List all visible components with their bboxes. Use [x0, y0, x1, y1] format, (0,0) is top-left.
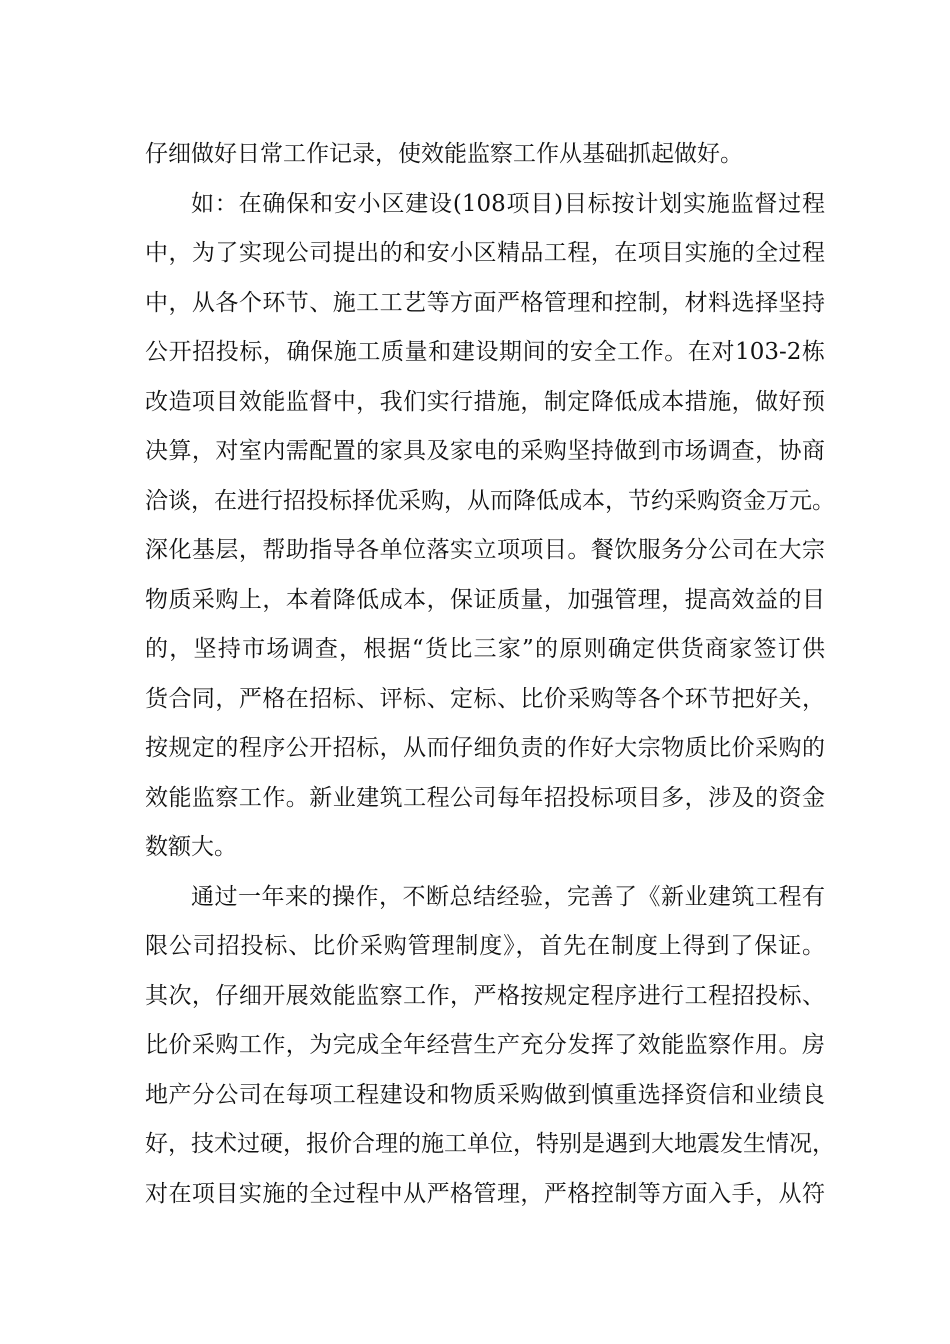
- text-line: 好，技术过硬，报价合理的施工单位，特别是遇到大地震发生情况，: [145, 1131, 835, 1157]
- text-line: 地产分公司在每项工程建设和物质采购做到慎重选择资信和业绩良: [145, 1081, 825, 1108]
- text-line: 洽谈，在进行招投标择优采购，从而降低成本，节约采购资金万元。: [145, 487, 835, 514]
- text-line: 对在项目实施的全过程中从严格管理，严格控制等方面入手，从符: [145, 1180, 825, 1207]
- text-line: 改造项目效能监督中，我们实行措施，制定降低成本措施，做好预: [145, 388, 825, 415]
- text-line: 物质采购上，本着降低成本，保证质量，加强管理，提高效益的目: [145, 586, 825, 613]
- text-line: 的，坚持市场调查，根据“货比三家”的原则确定供货商家签订供: [145, 636, 825, 662]
- text-line: 仔细做好日常工作记录，使效能监察工作从基础抓起做好。: [145, 141, 743, 167]
- text-line: 效能监察工作。新业建筑工程公司每年招投标项目多，涉及的资金: [145, 784, 825, 811]
- text-line: 通过一年来的操作，不断总结经验，完善了《新业建筑工程有: [191, 883, 825, 910]
- body-text: [145, 130, 835, 1219]
- text-line: 其次，仔细开展效能监察工作，严格按规定程序进行工程招投标、: [145, 982, 825, 1009]
- text-line: 数额大。: [145, 834, 237, 860]
- text-line: 公开招投标，确保施工质量和建设期间的安全工作。在对103-2栋: [145, 339, 825, 365]
- text-line: 深化基层，帮助指导各单位落实立项项目。餐饮服务分公司在大宗: [145, 537, 825, 563]
- text-line: 中，为了实现公司提出的和安小区精品工程，在项目实施的全过程: [145, 240, 825, 266]
- text-line: 比价采购工作，为完成全年经营生产充分发挥了效能监察作用。房: [145, 1032, 825, 1058]
- text-line: 货合同，严格在招标、评标、定标、比价采购等各个环节把好关，: [145, 685, 825, 712]
- text-line: 中，从各个环节、施工工艺等方面严格管理和控制，材料选择坚持: [145, 289, 825, 316]
- text-line: 按规定的程序公开招标，从而仔细负责的作好大宗物质比价采购的: [145, 735, 825, 761]
- text-line: 如：在确保和安小区建设(108项目)目标按计划实施监督过程: [191, 190, 825, 217]
- text-line: 限公司招投标、比价采购管理制度》，首先在制度上得到了保证。: [145, 933, 825, 959]
- text-line: 决算，对室内需配置的家具及家电的采购坚持做到市场调查，协商: [145, 438, 825, 464]
